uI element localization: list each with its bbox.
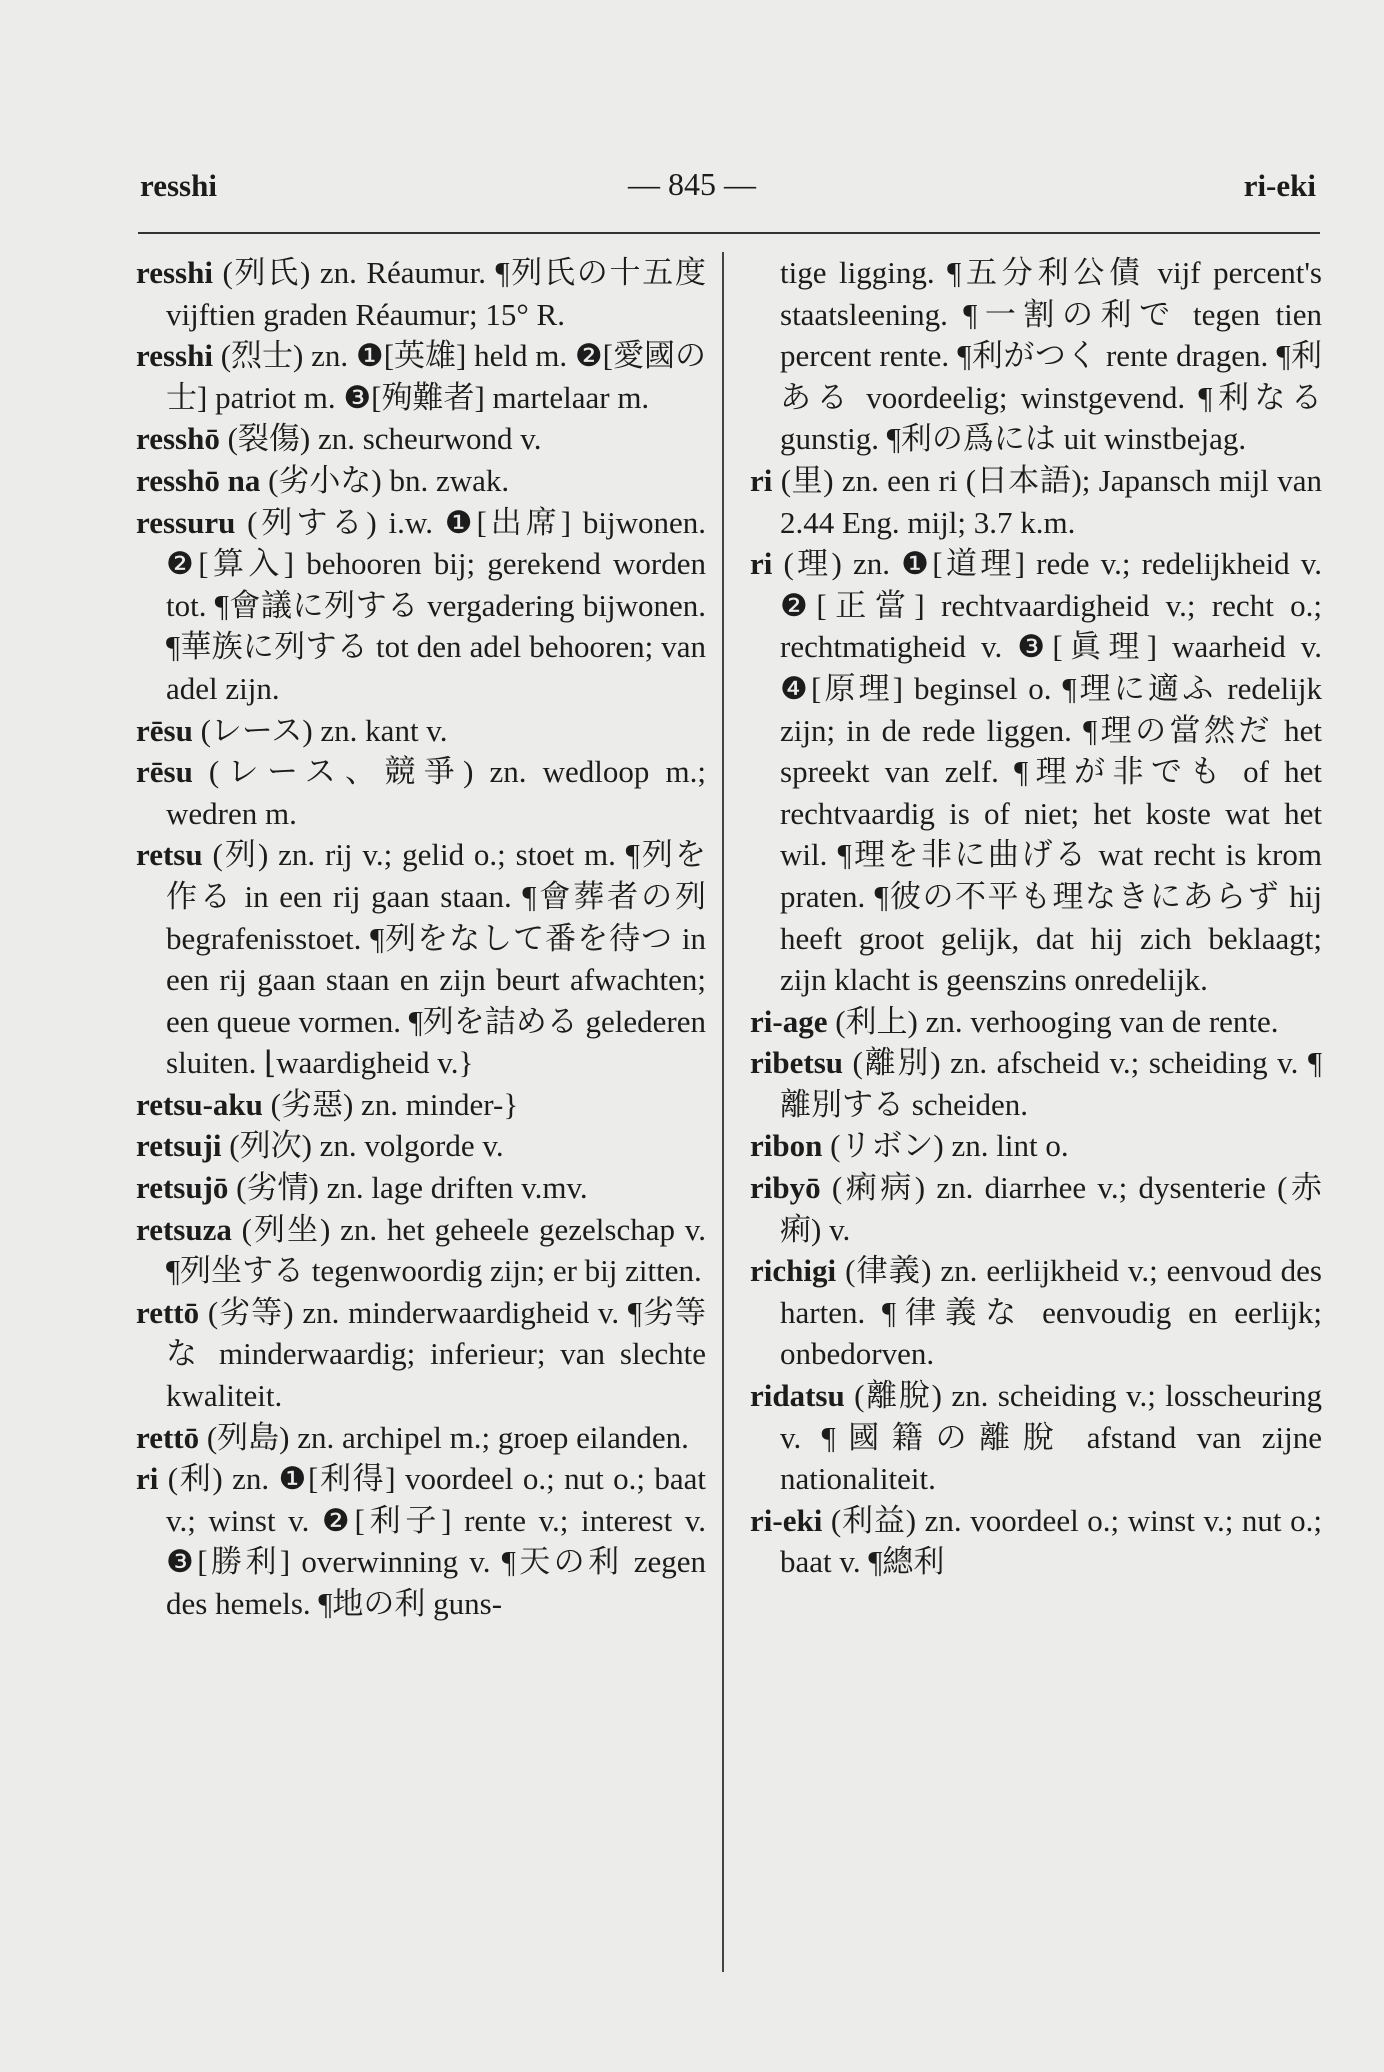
entry-definition: (理) zn. ❶[道理] rede v.; redelijkheid v. ❷[正當] rechtvaardigheid v.; recht o.; rechtmatigheid v. ❸[眞理] waarheid v. ❹[原理] beginsel o. ¶理に適ふ redelijk zijn; in de rede liggen. ¶理の當然だ het spreekt van zelf. ¶理が非でも of het rechtvaardig is of niet; het koste wat het wil. ¶理を非に曲げる wat recht is krom praten. ¶彼の不平も理なきにあらず hij heeft groot gelijk, dat hij zich beklaagt; zijn klacht is geenszins onredelijk. (772, 546, 1322, 998)
entry-definition: (劣小な) bn. zwak. (260, 462, 510, 498)
headword: retsuza (136, 1211, 232, 1247)
entry-definition: (烈士) zn. ❶[英雄] held m. ❷[愛國の士] patriot m. ❸[殉難者] martelaar m. (166, 338, 706, 415)
entry-definition: (列次) zn. volgorde v. (221, 1128, 504, 1164)
dictionary-entry (136, 1084, 706, 1126)
headword: resshō (136, 421, 220, 457)
dictionary-entry (750, 460, 1322, 543)
dictionary-entry (750, 1500, 1322, 1583)
entry-definition: (痢病) zn. diarrhee v.; dysenterie (赤痢) v. (780, 1170, 1322, 1247)
dictionary-entry (136, 418, 706, 460)
dictionary-entry (750, 1375, 1322, 1500)
dictionary-entry (136, 1417, 706, 1459)
entry-definition: (利) zn. ❶[利得] voordeel o.; nut o.; baat v.; winst v. ❷[利子] rente v.; interest v. ❸[勝利] overwinning v. ¶天の利 zegen des hemels. ¶地の利 guns- (158, 1461, 706, 1621)
dictionary-entry (136, 834, 706, 1084)
dictionary-entry (136, 252, 706, 335)
dictionary-entry (136, 502, 706, 710)
entry-definition: (レース、競爭) zn. wedloop m.; wedren m. (166, 754, 706, 831)
dictionary-entry (136, 1458, 706, 1624)
headword: ri (750, 546, 773, 582)
headword: ri-age (750, 1003, 828, 1039)
guide-word-right: ri-eki (1243, 168, 1316, 203)
guide-word-left: resshi (140, 168, 217, 203)
dictionary-entry (136, 460, 706, 502)
entry-definition: (列坐) zn. het geheele gezelschap v. ¶列坐する tegenwoordig zijn; er bij zitten. (166, 1211, 706, 1289)
dictionary-entry (136, 710, 706, 752)
headword: ressuru (136, 504, 236, 540)
page-number: — 845 — (628, 166, 756, 202)
headword: retsuji (136, 1128, 222, 1164)
dictionary-entry (136, 1125, 706, 1167)
entry-definition: (律義) zn. eerlijkheid v.; eenvoud des harten. ¶律義な eenvoudig en eerlijk; onbedorven. (780, 1253, 1322, 1372)
entry-definition: (リボン) zn. lint o. (822, 1128, 1069, 1164)
dictionary-entry (136, 1167, 706, 1209)
headword: richigi (750, 1253, 837, 1289)
entry-definition: (列氏) zn. Réaumur. ¶列氏の十五度 vijftien graden Réaumur; 15° R. (166, 255, 706, 332)
dictionary-entry (136, 751, 706, 834)
headword: retsu (136, 837, 203, 873)
headword: rēsu (136, 754, 193, 790)
dictionary-entry (750, 1042, 1322, 1125)
entry-definition: (利上) zn. verhooging van de rente. (827, 1003, 1279, 1039)
headword: rēsu (136, 712, 193, 748)
dictionary-entry (750, 1001, 1322, 1043)
entry-definition: (劣情) zn. lage driften v.mv. (228, 1170, 588, 1206)
headword: rettō (136, 1419, 200, 1455)
headword: ribetsu (750, 1045, 843, 1081)
entry-definition: (劣惡) zn. minder-} (262, 1086, 519, 1122)
dictionary-entry (750, 1167, 1322, 1250)
dictionary-entry (136, 1209, 706, 1292)
headword: ribon (750, 1128, 823, 1164)
headword: resshō na (136, 462, 261, 498)
entry-definition: (劣等) zn. minderwaardigheid v. ¶劣等な minderwaardig; inferieur; van slechte kwaliteit. (166, 1294, 706, 1414)
dictionary-entry (750, 252, 1322, 460)
entry-definition: (列する) i.w. ❶[出席] bijwonen. ❷[算入] behooren bij; gerekend worden tot. ¶會議に列する vergadering bijwonen. ¶華族に列する tot den adel behooren; van adel zijn. (166, 504, 706, 706)
headword: ri (136, 1461, 159, 1497)
header-rule (138, 232, 1320, 234)
entry-definition: (列島) zn. archipel m.; groep eilanden. (199, 1419, 689, 1455)
column-divider (722, 252, 724, 1972)
headword: retsu-aku (136, 1086, 263, 1122)
entry-definition: (里) zn. een ri (日本語); Japansch mijl van 2.44 Eng. mijl; 3.7 k.m. (772, 462, 1322, 540)
right-column (750, 252, 1322, 1583)
headword: retsujō (136, 1170, 229, 1206)
dictionary-entry (750, 543, 1322, 1001)
entry-definition: (レース) zn. kant v. (192, 712, 448, 748)
entry-definition: (離別) zn. afscheid v.; scheiding v. ¶離別する scheiden. (780, 1045, 1322, 1122)
dictionary-entry (136, 1292, 706, 1417)
entry-definition: (利益) zn. voordeel o.; winst v.; nut o.; baat v. ¶總利 (780, 1502, 1322, 1580)
entry-definition: (離脫) zn. scheiding v.; losscheuring v. ¶國籍の離脫 afstand van zijne nationaliteit. (780, 1378, 1322, 1497)
entry-definition: (列) zn. rij v.; gelid o.; stoet m. ¶列を作る in een rij gaan staan. ¶會葬者の列 begrafenisstoet. ¶列をなして番を待つ in een rij gaan staan en zijn beurt afwachten; een queue vormen. ¶列を詰める gelederen sluiten. ⌊waardigheid v.} (166, 837, 707, 1081)
headword: rettō (136, 1294, 200, 1330)
dictionary-entry (750, 1250, 1322, 1375)
headword: ri (750, 462, 773, 498)
headword: ridatsu (750, 1378, 845, 1414)
headword: resshi (136, 255, 213, 290)
headword: ribyō (750, 1170, 821, 1206)
dictionary-entry (136, 335, 706, 418)
headword: ri-eki (750, 1502, 823, 1538)
left-column (136, 252, 706, 1625)
entry-definition: tige ligging. ¶五分利公債 vijf percent's staatsleening. ¶一割の利で tegen tien percent rente. ¶利がつく rente dragen. ¶利ある voordeelig; winstgevend. ¶利なる gunstig. ¶利の爲には uit winstbejag. (780, 255, 1322, 457)
dictionary-entry (750, 1125, 1322, 1167)
entry-definition: (裂傷) zn. scheurwond v. (219, 421, 542, 457)
headword: resshi (136, 338, 213, 374)
